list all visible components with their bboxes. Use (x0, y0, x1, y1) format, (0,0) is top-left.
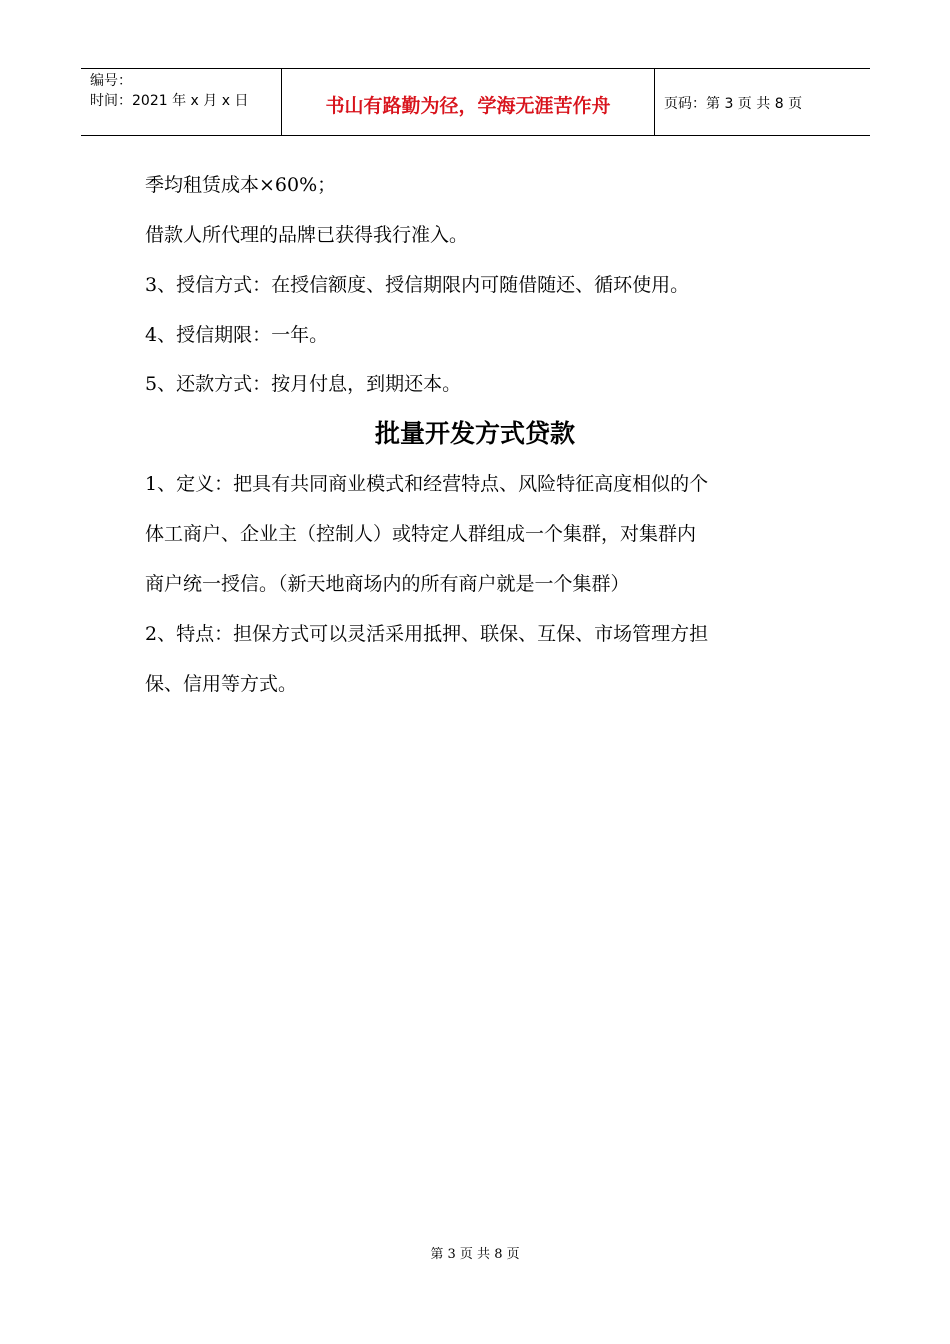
header-page-cell (655, 69, 870, 135)
paragraph-line: 保、信用等方式。 (145, 673, 298, 695)
header-motto-cell (282, 69, 655, 135)
document-number-label: 编号： (90, 73, 132, 89)
paragraph-line: 季均租赁成本×60%； (145, 174, 337, 196)
paragraph-line: 体工商户、企业主（控制人）或特定人群组成一个集群，对集群内 (145, 523, 697, 545)
paragraph-line: 2、特点：担保方式可以灵活采用抵押、联保、互保、市场管理方担 (145, 623, 709, 645)
paragraph-line: 1、定义：把具有共同商业模式和经营特点、风险特征高度相似的个 (145, 473, 709, 495)
paragraph-line: 借款人所代理的品牌已获得我行准入。 (145, 224, 469, 246)
paragraph-line: 5、还款方式：按月付息，到期还本。 (145, 373, 462, 395)
paragraph-line: 4、授信期限：一年。 (145, 324, 329, 346)
header-meta-cell (81, 69, 282, 135)
header-page-code: 页码：第 3 页 共 8 页 (664, 96, 803, 112)
paragraph-line: 商户统一授信。（新天地商场内的所有商户就是一个集群） (145, 573, 630, 595)
header-table (81, 68, 870, 136)
header-motto: 书山有路勤为径，学海无涯苦作舟 (325, 94, 611, 117)
page-footer: 第 3 页 共 8 页 (430, 1247, 520, 1262)
document-date-label: 时间：2021 年 x 月 x 日 (90, 93, 249, 109)
paragraph-line: 3、授信方式：在授信额度、授信期限内可随借随还、循环使用。 (145, 274, 690, 296)
section-heading: 批量开发方式贷款 (374, 419, 575, 448)
